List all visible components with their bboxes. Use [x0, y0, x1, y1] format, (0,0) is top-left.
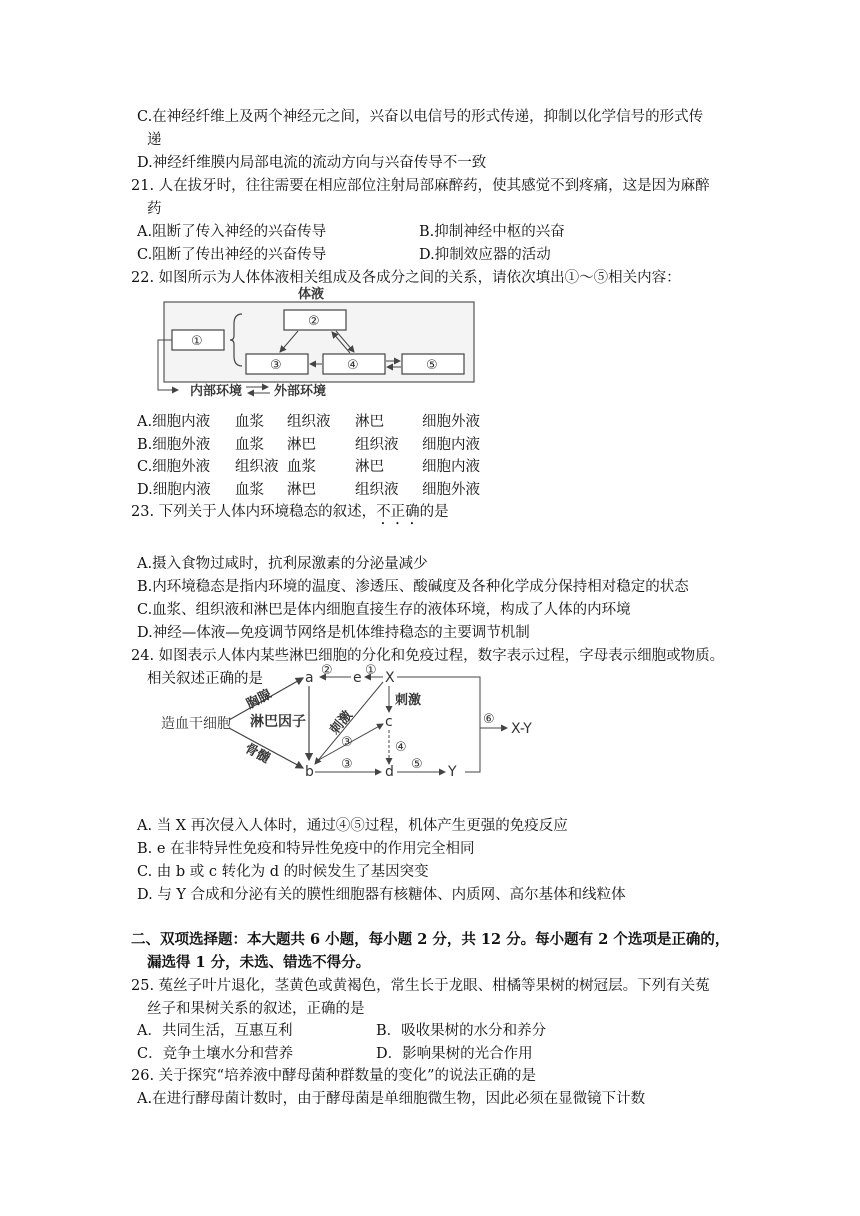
q23-stem-post: 的是 [419, 504, 449, 520]
box-2-label: ② [308, 314, 320, 329]
cell: 血浆 [235, 436, 264, 453]
q22-option-d [137, 479, 512, 502]
q20-option-c: C.在神经纤维上及两个神经元之间，兴奋以电信号的形式传递，抑制以化学信号的形式传 [137, 109, 704, 125]
arrow-X-to-XY [397, 677, 480, 772]
thymus-label: 胸腺 [244, 687, 275, 713]
q23-option-a: A.摄入食物过咸时，抗利尿激素的分泌量减少 [137, 556, 428, 572]
q22-options [137, 411, 512, 501]
q23-option-b: B.内环境稳态是指内环境的温度、渗透压、酸碱度及各种化学成分保持相对稳定的状态 [137, 579, 689, 595]
q22-option-c [137, 456, 512, 479]
q26-stem: 26. 关于探究“培养液中酵母菌种群数量的变化”的说法正确的是 [131, 1068, 536, 1084]
cell: 组织液 [287, 414, 331, 430]
q22-option-b [137, 434, 512, 457]
label-XY: X-Y [511, 721, 532, 737]
cell: 淋巴 [287, 481, 316, 498]
cell: 细胞外液 [422, 481, 480, 498]
cell: 组织液 [355, 436, 399, 453]
label-d: d [385, 764, 394, 780]
cell: 淋巴 [355, 459, 384, 475]
q25-option-a: A．共同生活，互惠互利 [137, 1023, 293, 1039]
q21-option-b: B.抑制神经中枢的兴奋 [419, 224, 565, 240]
section-2-heading-cont: 漏选得 1 分，未选、错选不得分。 [147, 954, 371, 971]
label-a: a [305, 670, 314, 686]
box-5-label: ⑤ [426, 358, 438, 373]
q20-option-c-cont: 递 [147, 132, 162, 148]
box-4-label: ④ [347, 358, 359, 373]
q25-option-b: B．吸收果树的水分和养分 [376, 1023, 547, 1039]
q22-option-a [137, 411, 512, 434]
num-6: ⑥ [483, 712, 495, 727]
label-internal-env: 内部环境 [190, 384, 243, 399]
cell: 细胞内液 [422, 459, 480, 475]
cell: 血浆 [235, 414, 264, 430]
label-c: c [385, 714, 393, 730]
q26-option-a: A.在进行酵母菌计数时，由于酵母菌是单细胞微生物，因此必须在显微镜下计数 [137, 1091, 646, 1107]
q24-option-d: D. 与 Y 合成和分泌有关的膜性细胞器有核糖体、内质网、高尔基体和线粒体 [137, 887, 626, 903]
q24-stem: 24. 如图表示人体内某些淋巴细胞的分化和免疫过程，数字表示过程，字母表示细胞或物质。 [131, 648, 725, 664]
num-1: ① [365, 663, 377, 678]
label-b: b [305, 764, 314, 780]
q25-option-d: D．影响果树的光合作用 [376, 1046, 533, 1062]
cell: B.细胞外液 [137, 436, 211, 453]
stimulate-label-2: 刺激 [395, 693, 422, 708]
label-e: e [353, 670, 362, 686]
q25-option-c: C．竞争土壤水分和营养 [137, 1046, 294, 1062]
cell: 淋巴 [355, 414, 384, 430]
box-3-label: ③ [270, 358, 282, 373]
cell: C.细胞外液 [137, 459, 211, 475]
q24-option-a: A. 当 X 再次侵入人体时，通过④⑤过程，机体产生更强的免疫反应 [137, 818, 568, 834]
label-Y: Y [448, 764, 457, 780]
num-4: ④ [395, 740, 407, 755]
q23-stem [131, 502, 449, 528]
q20-option-d: D.神经纤维膜内局部电流的流动方向与兴奋传导不一致 [137, 155, 487, 171]
q24-option-b: B. e 在非特异性免疫和特异性免疫中的作用完全相同 [137, 841, 475, 857]
q21-stem-cont: 药 [147, 201, 162, 217]
q23-option-c: C.血浆、组织液和淋巴是体内细胞直接生存的液体环境，构成了人体的内环境 [137, 602, 631, 618]
box-1-label: ① [191, 334, 203, 349]
cell: 血浆 [287, 459, 316, 475]
q22-stem: 22. 如图所示为人体体液相关组成及各成分之间的关系，请依次填出①～⑤相关内容： [131, 270, 681, 286]
cell: D.细胞内液 [137, 481, 211, 498]
q24-option-c: C. 由 b 或 c 转化为 d 的时候发生了基因突变 [137, 864, 429, 880]
q23-option-d: D.神经—体液—免疫调节网络是机体维持稳态的主要调节机制 [137, 625, 530, 641]
cell: 组织液 [355, 481, 399, 498]
num-3b: ③ [341, 757, 353, 772]
stimulate-label-1: 刺激 [327, 708, 356, 738]
bone-marrow-label: 骨髓 [242, 741, 273, 767]
cell: 淋巴 [287, 436, 316, 453]
label-X: X [385, 670, 395, 686]
section-2-heading: 二、双项选择题：本大题共 6 小题，每小题 2 分，共 12 分。每小题有 2 个选项是正确的， [131, 931, 730, 948]
cell: 细胞外液 [422, 414, 480, 430]
q23-stem-pre: 23. 下列关于人体内环境稳态的叙述， [131, 504, 377, 520]
num-3a: ③ [341, 735, 353, 750]
label-external-env: 外部环境 [274, 384, 327, 399]
q24-stem-cont: 相关叙述正确的是 [147, 671, 263, 687]
num-5: ⑤ [411, 757, 423, 772]
lymphokine-label: 淋巴因子 [250, 714, 306, 730]
cell: 细胞内液 [422, 436, 480, 453]
q25-stem-cont: 丝子和果树关系的叙述，正确的是 [147, 1001, 365, 1017]
q25-stem: 25. 菟丝子叶片退化，茎黄色或黄褐色，常生长于龙眼、柑橘等果树的树冠层。下列有关菟 [131, 978, 710, 994]
q23-stem-emphasis: 不正确 [376, 504, 420, 520]
diagram-title: 体液 [298, 287, 325, 302]
cell: 血浆 [235, 481, 264, 498]
q21-option-d: D.抑制效应器的活动 [419, 247, 551, 263]
q21-stem: 21. 人在拔牙时，往往需要在相应部位注射局部麻醉药，使其感觉不到疼痛，这是因为麻醉 [131, 178, 710, 194]
body-fluid-diagram [150, 286, 480, 404]
source-cell: 造血干细胞 [161, 716, 231, 732]
cell: 组织液 [235, 459, 279, 475]
num-2: ② [321, 663, 333, 678]
q21-option-a: A.阻断了传入神经的兴奋传导 [137, 224, 327, 240]
lymphocyte-diagram [155, 662, 555, 790]
q21-option-c: C.阻断了传出神经的兴奋传导 [137, 247, 327, 263]
cell: A.细胞内液 [137, 414, 211, 430]
